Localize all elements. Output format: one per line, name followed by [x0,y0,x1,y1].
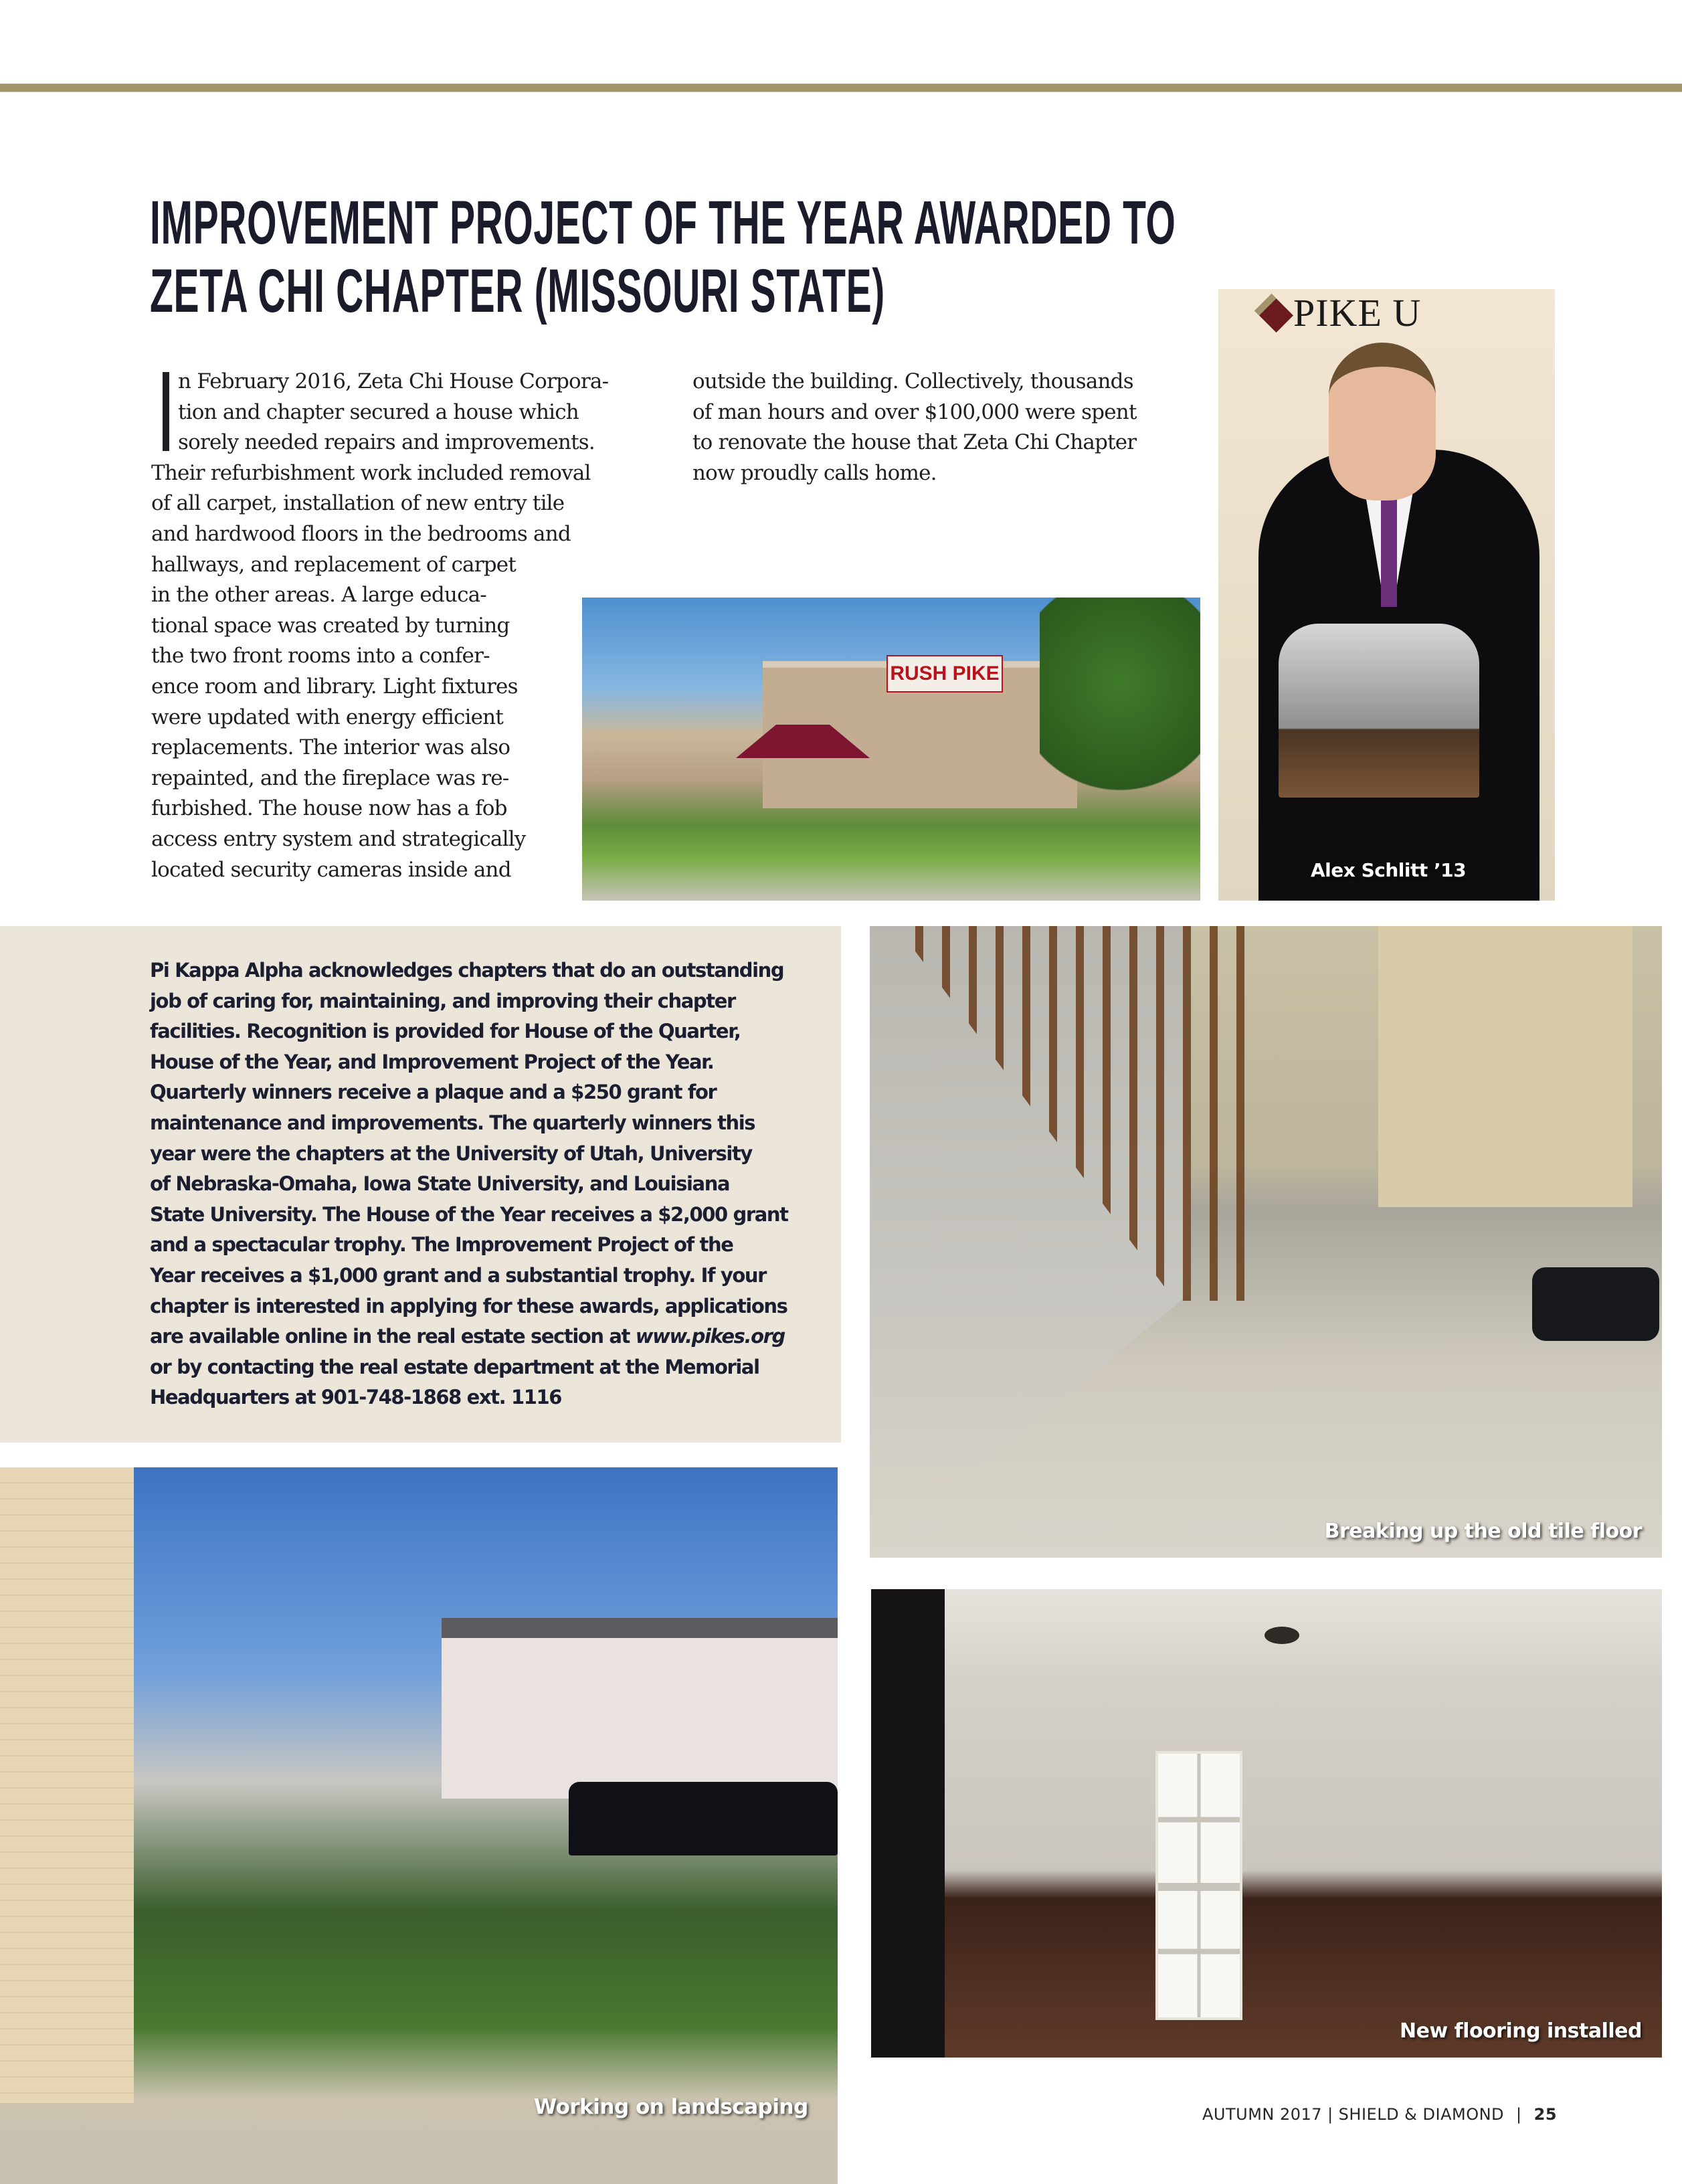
body-line: replacements. The interior was also [151,735,510,760]
body-line: were updated with energy efficient [151,705,504,729]
page-number: 25 [1533,2105,1558,2124]
front-door [1378,926,1632,1207]
pickup-truck [569,1782,838,1855]
footer-separator: | [1327,2105,1333,2124]
window [1155,1751,1242,2020]
chapter-house-photo [582,598,1200,901]
body-line: to renovate the house that Zeta Chi Chapter [692,430,1137,455]
body-line: in the other areas. A large educa- [151,583,486,608]
top-gold-rule [0,84,1682,92]
sidebar-line: House of the Year, and Improvement Project of the Year. [150,1050,714,1073]
body-line: outside the building. Collectively, thousands [692,369,1133,393]
article-headline [150,189,1176,325]
headline-line-2: ZETA CHI CHAPTER (MISSOURI STATE) [150,257,885,325]
room-caption: New flooring installed [1400,2019,1642,2043]
sidebar-line: facilities. Recognition is provided for House of the Quarter, [150,1020,741,1043]
construction-building [442,1618,838,1799]
body-line: and hardwood floors in the bedrooms and [151,521,571,546]
body-line: tional space was created by turning [151,613,510,638]
pike-diamond-logo-icon [1254,294,1293,333]
article-column-2 [692,367,1137,488]
body-line: access entry system and strategically [151,826,526,851]
rush-pike-banner: RUSH PIKE [886,655,1003,693]
body-line: of man hours and over $100,000 were spent [692,399,1137,424]
body-line: ence room and library. Light fixtures [151,674,518,699]
body-line: hallways, and replacement of carpet [151,552,517,577]
ceiling-light [1265,1627,1299,1644]
sidebar-line: Headquarters at 901-748-1868 ext. 1116 [150,1386,562,1409]
sidebar-line: Quarterly winners receive a plaque and a $250 grant for [150,1081,717,1104]
body-line: n February 2016, Zeta Chi House Corpora- [178,369,609,393]
body-line: sorely needed repairs and improvements. [178,430,595,455]
sidebar-line: and a spectacular trophy. The Improvement Project of the [150,1233,733,1257]
trophy [1279,624,1479,798]
sidebar-line: Pi Kappa Alpha acknowledges chapters that do an outstanding [150,959,784,982]
tile-floor-demolition-photo [870,926,1662,1558]
body-line: furbished. The house now has a fob [151,796,507,821]
sidebar-line: maintenance and improvements. The quarterly winners this [150,1111,755,1134]
stairs-caption: Breaking up the old tile floor [1324,1520,1642,1543]
issue-label: AUTUMN 2017 [1202,2105,1323,2124]
body-line: located security cameras inside and [151,857,511,882]
awards-info-sidebar [0,926,841,1443]
footer-separator: | [1516,2105,1522,2124]
brick-wall [0,1467,134,2103]
pikes-website-link[interactable]: www.pikes.org [635,1325,785,1348]
new-flooring-room-photo [871,1589,1662,2058]
door-frame [871,1589,945,2058]
sidebar-line-text: are available online in the real estate section at [150,1325,636,1348]
sidebar-line: year were the chapters at the University of Utah, University [150,1142,752,1165]
face [1329,343,1436,500]
body-line: Their refurbishment work included removal [151,460,591,485]
sidebar-line: Year receives a $1,000 grant and a substantial trophy. If your [150,1263,767,1287]
landscaping-photo [0,1467,838,2184]
landscaping-caption: Working on landscaping [534,2095,808,2119]
alex-schlitt-portrait-photo [1218,289,1555,901]
pike-u-logo-text: PIKE U [1293,291,1422,335]
body-line: tion and chapter secured a house which [178,399,579,424]
portrait-caption: Alex Schlitt ’13 [1311,859,1467,881]
body-line: the two front rooms into a confer- [151,644,490,668]
sidebar-text [150,955,826,1413]
sidebar-line: chapter is interested in applying for these awards, applications [150,1294,787,1317]
publication-name: SHIELD & DIAMOND [1338,2105,1505,2124]
body-line: repainted, and the fireplace was re- [151,765,509,790]
air-compressor [1532,1267,1659,1341]
tree [1040,598,1200,812]
sidebar-line [150,1322,826,1352]
article-column-1 [151,367,608,885]
page-footer [1202,2105,1557,2124]
sidebar-line: of Nebraska-Omaha, Iowa State University, and Louisiana [150,1172,730,1196]
body-line: now proudly calls home. [692,460,937,485]
sidebar-line: State University. The House of the Year receives a $2,000 grant [150,1202,788,1226]
body-line: of all carpet, installation of new entry tile [151,491,565,516]
sidebar-line: job of caring for, maintaining, and improving their chapter [150,989,735,1012]
sidebar-line: or by contacting the real estate department at the Memorial [150,1355,759,1378]
headline-line-1: IMPROVEMENT PROJECT OF THE YEAR AWARDED TO [150,189,1176,257]
